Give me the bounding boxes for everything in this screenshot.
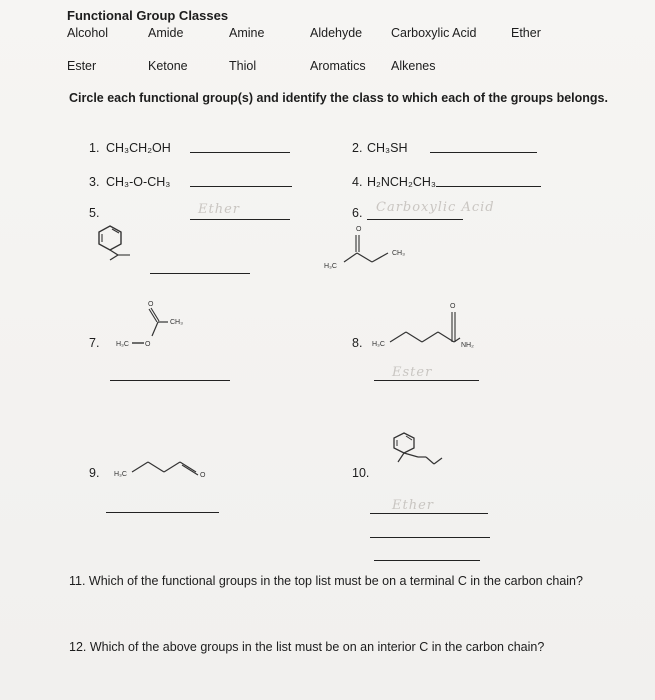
class-ether: Ether — [511, 26, 541, 40]
question-12: 12. Which of the above groups in the list must be on an interior C in the carbon chain? — [69, 640, 545, 654]
class-carboxylic-acid: Carboxylic Acid — [391, 26, 477, 40]
s6-o-label: O — [356, 226, 362, 233]
answer-blank-3[interactable] — [190, 186, 292, 187]
class-alkenes: Alkenes — [391, 59, 436, 73]
s7-o-label: O — [148, 301, 154, 308]
answer-blank-8[interactable] — [374, 380, 479, 381]
class-amide: Amide — [148, 26, 184, 40]
s9-h3c-label: H₃C — [114, 471, 127, 478]
class-aldehyde: Aldehyde — [310, 26, 363, 40]
answer-blank-5b[interactable] — [150, 273, 250, 274]
answer-blank-7[interactable] — [110, 380, 230, 381]
answer-blank-9[interactable] — [106, 512, 219, 513]
class-ester: Ester — [67, 59, 97, 73]
answer-blank-10c[interactable] — [374, 560, 480, 561]
class-ketone: Ketone — [148, 59, 188, 73]
problem-3-number: 3. — [89, 175, 100, 189]
s7-o2-label: O — [145, 341, 151, 348]
question-11: 11. Which of the functional groups in the top list must be on a terminal C in the carbon chain? — [69, 574, 583, 588]
problem-3-formula: CH₃-O-CH₃ — [106, 175, 171, 189]
answer-blank-6[interactable] — [367, 219, 463, 220]
class-alcohol: Alcohol — [67, 26, 108, 40]
handwritten-answer-8: Ester — [392, 365, 433, 380]
structure-9-aldehyde — [112, 450, 222, 485]
answer-blank-1[interactable] — [190, 152, 290, 153]
s7-ch3-label: CH₃ — [170, 319, 183, 326]
structure-6-carboxylic — [318, 222, 428, 277]
problem-8-number: 8. — [352, 336, 363, 350]
structure-8-amide — [370, 298, 500, 353]
structure-10-ether — [388, 430, 458, 475]
class-amine: Amine — [229, 26, 265, 40]
s8-h3c-label: H₃C — [372, 341, 385, 348]
problem-7-number: 7. — [89, 336, 100, 350]
problem-4-formula: H₂NCH₂CH₃ — [367, 175, 436, 189]
instructions: Circle each functional group(s) and identify the class to which each of the groups belongs. — [69, 91, 608, 105]
class-aromatics: Aromatics — [310, 59, 366, 73]
s9-o-label: O — [200, 472, 206, 479]
problem-10-number: 10. — [352, 466, 370, 480]
problem-4-number: 4. — [352, 175, 363, 189]
structure-5-ether — [96, 222, 156, 274]
page-title: Functional Group Classes — [67, 8, 229, 23]
class-thiol: Thiol — [229, 59, 257, 73]
problem-6-number: 6. — [352, 206, 363, 220]
answer-blank-2[interactable] — [430, 152, 537, 153]
answer-blank-10b[interactable] — [370, 537, 490, 538]
s7-h3c-label: H₃C — [116, 341, 129, 348]
s6-ch3-label: CH₃ — [392, 250, 405, 257]
handwritten-answer-10: Ether — [392, 498, 434, 513]
problem-1-formula: CH₃CH₂OH — [106, 141, 171, 155]
answer-blank-5[interactable] — [190, 219, 290, 220]
problem-2-number: 2. — [352, 141, 363, 155]
problem-1-number: 1. — [89, 141, 100, 155]
handwritten-answer-6: Carboxylic Acid — [376, 200, 495, 215]
s8-o-label: O — [450, 303, 456, 310]
structure-7-ester — [110, 298, 220, 353]
s6-h3c-label: H₃C — [324, 263, 337, 270]
handwritten-answer-5: Ether — [198, 202, 240, 217]
s8-nh2-label: NH₂ — [461, 342, 474, 349]
problem-9-number: 9. — [89, 466, 100, 480]
problem-5-number: 5. — [89, 206, 100, 220]
answer-blank-4[interactable] — [436, 186, 541, 187]
problem-2-formula: CH₃SH — [367, 141, 408, 155]
answer-blank-10[interactable] — [370, 513, 488, 514]
